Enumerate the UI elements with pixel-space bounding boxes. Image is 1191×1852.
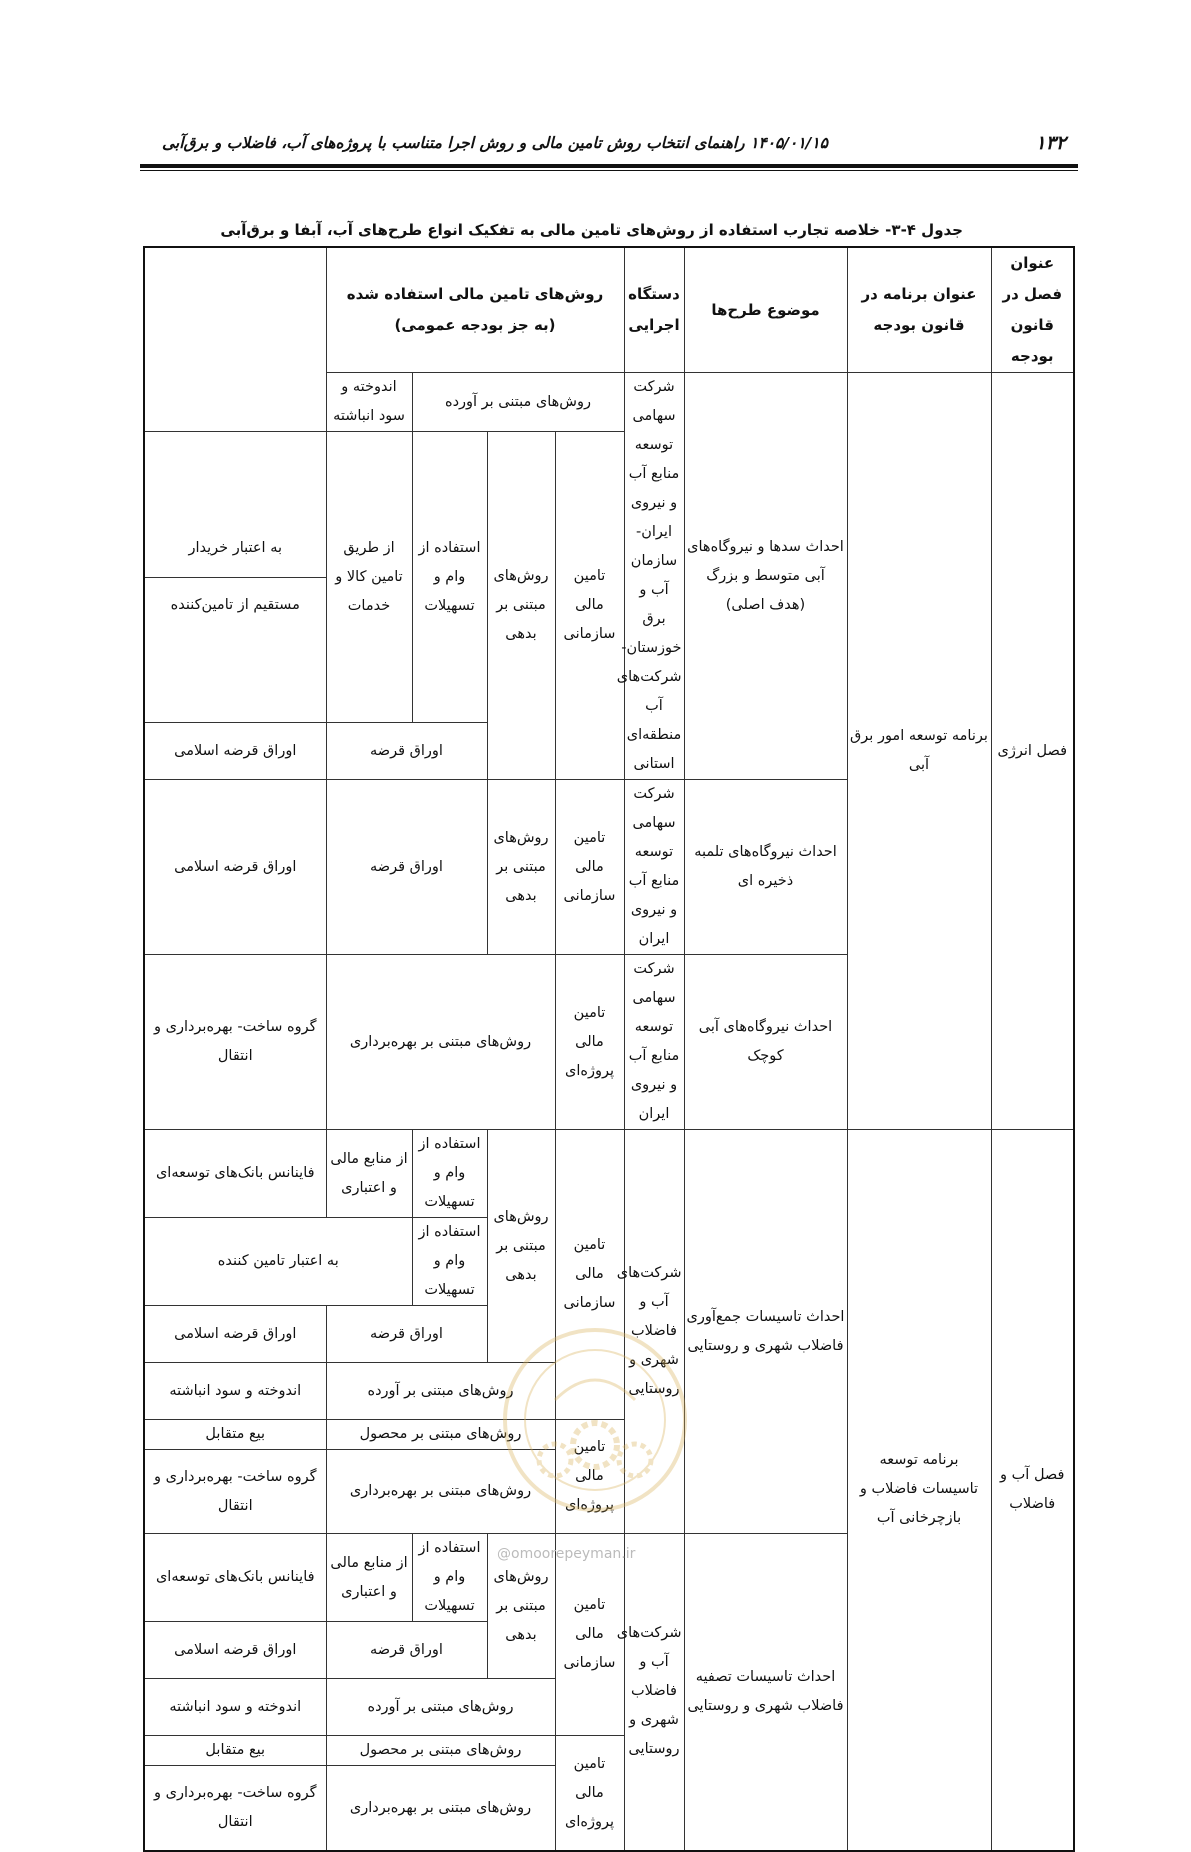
cell-finance-type: تامین مالی پروژه‌ای (555, 1420, 624, 1534)
cell-subject-dams: احداث سدها و نیروگاه‌های آبی متوسط و بزرگ (هدف اصلی) (684, 373, 847, 780)
cell-method-group: روش‌های مبتنی بر بهره‌برداری (326, 1766, 555, 1851)
header-subject: موضوع طرح‌ها (684, 247, 847, 373)
cell-method: اندوخته و سود انباشته (144, 1363, 326, 1420)
cell-method-type: از منابع مالی و اعتباری (326, 1534, 412, 1622)
cell-method: مستقیم از تامین‌کننده (170, 597, 300, 613)
cell-program-energy: برنامه توسعه امور برق آبی (847, 373, 991, 1130)
header-program: عنوان برنامه در قانون بودجه (847, 247, 991, 373)
cell-method-type: اوراق قرضه (326, 1622, 487, 1679)
financing-table (143, 246, 1075, 1852)
cell-method-type: اوراق قرضه (326, 1306, 487, 1363)
page-number: ۱۳۲ (1035, 132, 1066, 154)
cell-method-group: روش‌های مبتنی بر محصول (326, 1420, 555, 1450)
cell-subject-pumped: احداث نیروگاه‌های تلمبه ذخیره ای (684, 780, 847, 955)
header-methods-title: روش‌های تامین مالی استفاده شده (346, 285, 604, 303)
cell-method: اندوخته و سود انباشته (144, 1679, 326, 1736)
cell-method-group: روش‌های مبتنی بر بدهی (487, 432, 555, 780)
cell-method-split (144, 432, 326, 723)
cell-method-type: استفاده از وام و تسهیلات (412, 1218, 487, 1306)
cell-method-type: استفاده از وام و تسهیلات (412, 1130, 487, 1218)
cell-method: گروه ساخت- بهره‌برداری و انتقال (144, 955, 326, 1130)
cell-method-group: روش‌های مبتنی بر محصول (326, 1736, 555, 1766)
cell-method: فاینانس بانک‌های توسعه‌ای (144, 1130, 326, 1218)
header-row (144, 247, 1074, 373)
cell-method-group: روش‌های مبتنی بر بهره‌برداری (326, 955, 555, 1130)
cell-method: بیع متقابل (144, 1420, 326, 1450)
cell-method-type: استفاده از وام و تسهیلات (412, 1534, 487, 1622)
cell-method: بیع متقابل (144, 1736, 326, 1766)
cell-method: اوراق قرضه اسلامی (144, 780, 326, 955)
cell-method-type: از طریق تامین کالا و خدمات (326, 432, 412, 723)
table-row (144, 1130, 1074, 1218)
cell-finance-type: تامین مالی پروژه‌ای (555, 1736, 624, 1851)
cell-chapter-water: فصل آب و فاضلاب (991, 1130, 1074, 1851)
watermark-seal-icon (495, 1320, 695, 1520)
cell-method: گروه ساخت- بهره‌برداری و انتقال (144, 1450, 326, 1534)
cell-method: اوراق قرضه اسلامی (144, 1306, 326, 1363)
cell-method: اندوخته و سود انباشته (326, 373, 412, 432)
header-methods (326, 247, 624, 373)
header-agency: دستگاه اجرایی (624, 247, 684, 373)
page-header (140, 128, 1078, 164)
header-chapter: عنوان فصل در قانون بودجه (991, 247, 1074, 373)
cell-method-type: اوراق قرضه (326, 780, 487, 955)
cell-finance-type: تامین مالی سازمانی (555, 432, 624, 780)
cell-method-group: روش‌های مبتنی بر بدهی (487, 1534, 555, 1679)
cell-method: گروه ساخت- بهره‌برداری و انتقال (144, 1766, 326, 1851)
watermark-text: @omoorepeyman.ir (497, 1546, 636, 1562)
cell-method-group: روش‌های مبتنی بر بهره‌برداری (326, 1450, 555, 1534)
cell-agency-dams: شرکت سهامی توسعه منابع آب و نیروی ایران- سازمان آب و برق خوزستان- شرکت‌های آب منطقه‌ای استانی (624, 373, 684, 780)
cell-finance-type: تامین مالی سازمانی (555, 1130, 624, 1420)
header-methods-subtitle: (به جز بودجه عمومی) (394, 316, 556, 334)
table-caption: جدول ۴-۳- خلاصه تجارب استفاده از روش‌های تامین مالی به تفکیک انواع طرح‌های آب، آبفا و برق‌آبی (220, 221, 963, 239)
cell-method: اوراق قرضه اسلامی (144, 723, 326, 780)
cell-method-group: روش‌های مبتنی بر آورده (326, 1363, 555, 1420)
cell-method: به اعتبار خریدار (145, 521, 326, 578)
cell-subject-collection: احداث تاسیسات جمع‌آوری فاضلاب شهری و روستایی (684, 1130, 847, 1534)
cell-method: به اعتبار تامین کننده (144, 1218, 412, 1306)
cell-agency-collection: شرکت‌های آب و فاضلاب شهری و روستایی (624, 1130, 684, 1534)
cell-agency-treatment: شرکت‌های آب و فاضلاب شهری و روستایی (624, 1534, 684, 1851)
header-rule-thick (140, 164, 1078, 168)
cell-finance-type: تامین مالی سازمانی (555, 780, 624, 955)
header-rule-thin (140, 170, 1078, 171)
cell-finance-type: تامین مالی سازمانی (555, 1534, 624, 1736)
cell-method-group: روش‌های مبتنی بر آورده (412, 373, 624, 432)
cell-method-type: استفاده از وام و تسهیلات (412, 432, 487, 723)
cell-method-group: روش‌های مبتنی بر بدهی (487, 1130, 555, 1363)
cell-agency-pumped: شرکت سهامی توسعه منابع آب و نیروی ایران (624, 780, 684, 955)
running-title: ۱۴۰۵/۰۱/۱۵ راهنمای انتخاب روش تامین مالی و روش اجرا متناسب با پروژه‌های آب، فاضلاب و برق‌آبی (161, 134, 828, 152)
cell-method-type: از منابع مالی و اعتباری (326, 1130, 412, 1218)
table-row (144, 373, 1074, 432)
cell-subject-small-hydro: احداث نیروگاه‌های آبی کوچک (684, 955, 847, 1130)
cell-method-group: روش‌های مبتنی بر بدهی (487, 780, 555, 955)
cell-finance-type: تامین مالی پروژه‌ای (555, 955, 624, 1130)
cell-method-group: روش‌های مبتنی بر آورده (326, 1679, 555, 1736)
cell-chapter-energy: فصل انرژی (991, 373, 1074, 1130)
cell-program-water: برنامه توسعه تاسیسات فاضلاب و بازچرخانی آب (847, 1130, 991, 1851)
cell-method: فاینانس بانک‌های توسعه‌ای (144, 1534, 326, 1622)
cell-method: اوراق قرضه اسلامی (144, 1622, 326, 1679)
cell-subject-treatment: احداث تاسیسات تصفیه فاضلاب شهری و روستایی (684, 1534, 847, 1851)
cell-agency-small-hydro: شرکت سهامی توسعه منابع آب و نیروی ایران (624, 955, 684, 1130)
cell-method-type: اوراق قرضه (326, 723, 487, 780)
